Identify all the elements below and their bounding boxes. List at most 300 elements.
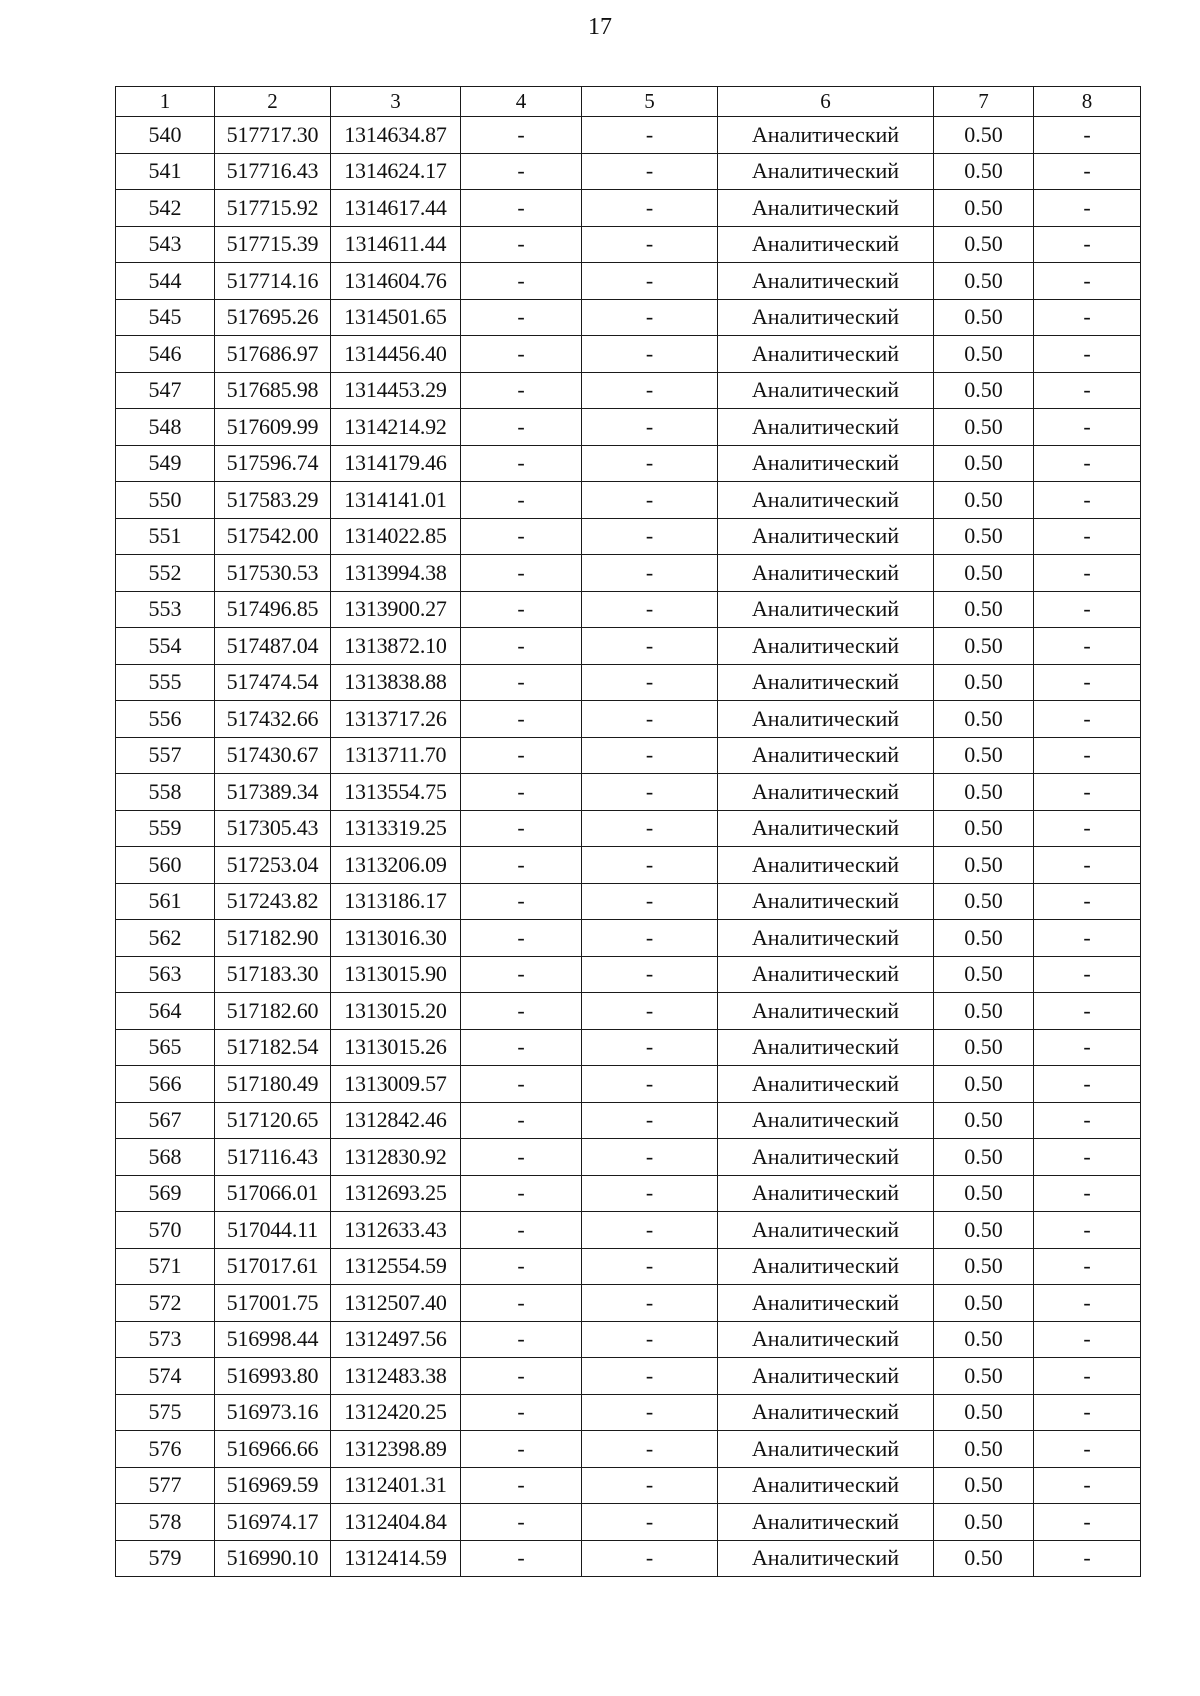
- cell-point-number: 573: [116, 1321, 215, 1358]
- cell-col-5: -: [582, 518, 718, 555]
- cell-coord-y: 1312633.43: [331, 1212, 461, 1249]
- table-row: [116, 226, 1141, 263]
- cell-coord-y: 1313872.10: [331, 628, 461, 665]
- cell-col-5: -: [582, 409, 718, 446]
- cell-col-5: -: [582, 701, 718, 738]
- cell-col-5: -: [582, 482, 718, 519]
- cell-coord-x: 517182.60: [215, 993, 331, 1030]
- cell-coord-y: 1313717.26: [331, 701, 461, 738]
- table-row: [116, 664, 1141, 701]
- table-body: [116, 117, 1141, 1577]
- cell-accuracy: 0.50: [934, 1467, 1034, 1504]
- cell-point-number: 547: [116, 372, 215, 409]
- cell-point-number: 540: [116, 117, 215, 154]
- cell-col-4: -: [461, 1358, 582, 1395]
- cell-col-8: -: [1034, 190, 1141, 227]
- cell-col-4: -: [461, 1029, 582, 1066]
- page-number: 17: [588, 14, 612, 40]
- cell-accuracy: 0.50: [934, 1029, 1034, 1066]
- cell-col-4: -: [461, 299, 582, 336]
- table-row: [116, 993, 1141, 1030]
- cell-accuracy: 0.50: [934, 1066, 1034, 1103]
- cell-coord-x: 517596.74: [215, 445, 331, 482]
- cell-coord-y: 1313838.88: [331, 664, 461, 701]
- column-header-4: 4: [461, 87, 582, 117]
- cell-col-8: -: [1034, 555, 1141, 592]
- cell-col-5: -: [582, 445, 718, 482]
- cell-coord-y: 1314604.76: [331, 263, 461, 300]
- cell-col-8: -: [1034, 117, 1141, 154]
- cell-method: Аналитический: [718, 1285, 934, 1322]
- cell-coord-y: 1314456.40: [331, 336, 461, 373]
- cell-col-4: -: [461, 1540, 582, 1577]
- cell-point-number: 567: [116, 1102, 215, 1139]
- cell-method: Аналитический: [718, 555, 934, 592]
- cell-coord-y: 1314624.17: [331, 153, 461, 190]
- cell-col-4: -: [461, 445, 582, 482]
- cell-col-8: -: [1034, 774, 1141, 811]
- cell-coord-x: 517120.65: [215, 1102, 331, 1139]
- cell-point-number: 561: [116, 883, 215, 920]
- cell-point-number: 545: [116, 299, 215, 336]
- table-row: [116, 190, 1141, 227]
- cell-accuracy: 0.50: [934, 591, 1034, 628]
- cell-col-5: -: [582, 117, 718, 154]
- cell-accuracy: 0.50: [934, 1139, 1034, 1176]
- cell-point-number: 546: [116, 336, 215, 373]
- cell-col-8: -: [1034, 1285, 1141, 1322]
- cell-col-4: -: [461, 409, 582, 446]
- table-row: [116, 1029, 1141, 1066]
- cell-point-number: 563: [116, 956, 215, 993]
- cell-accuracy: 0.50: [934, 1540, 1034, 1577]
- cell-point-number: 577: [116, 1467, 215, 1504]
- cell-col-5: -: [582, 372, 718, 409]
- cell-point-number: 553: [116, 591, 215, 628]
- table-row: [116, 1358, 1141, 1395]
- cell-accuracy: 0.50: [934, 847, 1034, 884]
- cell-coord-x: 517496.85: [215, 591, 331, 628]
- cell-coord-y: 1313009.57: [331, 1066, 461, 1103]
- cell-col-8: -: [1034, 1431, 1141, 1468]
- cell-col-4: -: [461, 153, 582, 190]
- table-row: [116, 1102, 1141, 1139]
- cell-coord-x: 517715.39: [215, 226, 331, 263]
- cell-method: Аналитический: [718, 1029, 934, 1066]
- cell-accuracy: 0.50: [934, 774, 1034, 811]
- cell-coord-x: 517686.97: [215, 336, 331, 373]
- cell-col-5: -: [582, 1139, 718, 1176]
- cell-point-number: 566: [116, 1066, 215, 1103]
- cell-col-5: -: [582, 226, 718, 263]
- cell-col-5: -: [582, 1175, 718, 1212]
- cell-col-8: -: [1034, 1467, 1141, 1504]
- cell-col-5: -: [582, 737, 718, 774]
- cell-col-4: -: [461, 883, 582, 920]
- cell-method: Аналитический: [718, 190, 934, 227]
- cell-coord-x: 517695.26: [215, 299, 331, 336]
- table-row: [116, 701, 1141, 738]
- cell-accuracy: 0.50: [934, 664, 1034, 701]
- cell-col-5: -: [582, 299, 718, 336]
- cell-col-8: -: [1034, 1248, 1141, 1285]
- cell-method: Аналитический: [718, 409, 934, 446]
- cell-coord-x: 517717.30: [215, 117, 331, 154]
- cell-coord-x: 517474.54: [215, 664, 331, 701]
- cell-coord-y: 1312693.25: [331, 1175, 461, 1212]
- cell-coord-x: 517044.11: [215, 1212, 331, 1249]
- cell-coord-x: 517530.53: [215, 555, 331, 592]
- cell-col-8: -: [1034, 226, 1141, 263]
- cell-accuracy: 0.50: [934, 883, 1034, 920]
- cell-point-number: 549: [116, 445, 215, 482]
- column-header-7: 7: [934, 87, 1034, 117]
- table-row: [116, 409, 1141, 446]
- table-row: [116, 737, 1141, 774]
- cell-col-8: -: [1034, 1175, 1141, 1212]
- cell-point-number: 574: [116, 1358, 215, 1395]
- table-row: [116, 1066, 1141, 1103]
- table-row: [116, 299, 1141, 336]
- cell-point-number: 575: [116, 1394, 215, 1431]
- cell-accuracy: 0.50: [934, 737, 1034, 774]
- cell-col-5: -: [582, 1102, 718, 1139]
- cell-col-8: -: [1034, 1358, 1141, 1395]
- cell-col-8: -: [1034, 336, 1141, 373]
- cell-coord-y: 1314179.46: [331, 445, 461, 482]
- cell-col-5: -: [582, 1285, 718, 1322]
- table-row: [116, 336, 1141, 373]
- cell-method: Аналитический: [718, 1467, 934, 1504]
- table-row: [116, 628, 1141, 665]
- cell-col-5: -: [582, 920, 718, 957]
- cell-method: Аналитический: [718, 956, 934, 993]
- cell-method: Аналитический: [718, 1175, 934, 1212]
- cell-coord-y: 1314141.01: [331, 482, 461, 519]
- cell-col-5: -: [582, 664, 718, 701]
- cell-method: Аналитический: [718, 299, 934, 336]
- cell-point-number: 579: [116, 1540, 215, 1577]
- cell-point-number: 578: [116, 1504, 215, 1541]
- cell-accuracy: 0.50: [934, 482, 1034, 519]
- cell-coord-x: 517116.43: [215, 1139, 331, 1176]
- cell-accuracy: 0.50: [934, 1285, 1034, 1322]
- cell-method: Аналитический: [718, 1066, 934, 1103]
- cell-col-4: -: [461, 1175, 582, 1212]
- cell-accuracy: 0.50: [934, 1358, 1034, 1395]
- cell-col-4: -: [461, 1285, 582, 1322]
- table-row: [116, 810, 1141, 847]
- cell-method: Аналитический: [718, 1248, 934, 1285]
- cell-accuracy: 0.50: [934, 1175, 1034, 1212]
- cell-method: Аналитический: [718, 1139, 934, 1176]
- cell-coord-y: 1314453.29: [331, 372, 461, 409]
- cell-col-4: -: [461, 518, 582, 555]
- cell-col-5: -: [582, 591, 718, 628]
- cell-method: Аналитический: [718, 263, 934, 300]
- cell-col-4: -: [461, 482, 582, 519]
- cell-coord-x: 517715.92: [215, 190, 331, 227]
- cell-accuracy: 0.50: [934, 299, 1034, 336]
- cell-point-number: 544: [116, 263, 215, 300]
- cell-col-4: -: [461, 1321, 582, 1358]
- cell-col-5: -: [582, 628, 718, 665]
- cell-col-4: -: [461, 1248, 582, 1285]
- cell-point-number: 576: [116, 1431, 215, 1468]
- cell-col-4: -: [461, 628, 582, 665]
- cell-method: Аналитический: [718, 1504, 934, 1541]
- cell-col-8: -: [1034, 372, 1141, 409]
- cell-coord-y: 1314501.65: [331, 299, 461, 336]
- cell-point-number: 569: [116, 1175, 215, 1212]
- table-row: [116, 1175, 1141, 1212]
- table-row: [116, 1212, 1141, 1249]
- cell-col-5: -: [582, 810, 718, 847]
- cell-point-number: 570: [116, 1212, 215, 1249]
- cell-col-4: -: [461, 701, 582, 738]
- cell-accuracy: 0.50: [934, 1212, 1034, 1249]
- cell-coord-x: 516990.10: [215, 1540, 331, 1577]
- cell-method: Аналитический: [718, 628, 934, 665]
- table-row: [116, 1248, 1141, 1285]
- table-row: [116, 117, 1141, 154]
- cell-col-4: -: [461, 1212, 582, 1249]
- cell-coord-y: 1313994.38: [331, 555, 461, 592]
- cell-col-5: -: [582, 847, 718, 884]
- table-row: [116, 1285, 1141, 1322]
- cell-method: Аналитический: [718, 774, 934, 811]
- cell-point-number: 562: [116, 920, 215, 957]
- cell-col-8: -: [1034, 1321, 1141, 1358]
- table-row: [116, 1394, 1141, 1431]
- cell-method: Аналитический: [718, 1431, 934, 1468]
- cell-method: Аналитический: [718, 701, 934, 738]
- cell-point-number: 543: [116, 226, 215, 263]
- cell-coord-y: 1312830.92: [331, 1139, 461, 1176]
- cell-col-4: -: [461, 993, 582, 1030]
- table-row: [116, 263, 1141, 300]
- cell-col-8: -: [1034, 628, 1141, 665]
- cell-col-8: -: [1034, 664, 1141, 701]
- cell-col-5: -: [582, 1066, 718, 1103]
- cell-col-4: -: [461, 117, 582, 154]
- table-row: [116, 372, 1141, 409]
- cell-col-5: -: [582, 1248, 718, 1285]
- cell-col-5: -: [582, 190, 718, 227]
- cell-col-4: -: [461, 1066, 582, 1103]
- column-header-3: 3: [331, 87, 461, 117]
- cell-coord-y: 1312401.31: [331, 1467, 461, 1504]
- cell-col-5: -: [582, 153, 718, 190]
- cell-method: Аналитический: [718, 664, 934, 701]
- table-row: [116, 774, 1141, 811]
- cell-coord-x: 516993.80: [215, 1358, 331, 1395]
- cell-method: Аналитический: [718, 153, 934, 190]
- cell-point-number: 555: [116, 664, 215, 701]
- cell-coord-y: 1312554.59: [331, 1248, 461, 1285]
- cell-coord-x: 517017.61: [215, 1248, 331, 1285]
- cell-accuracy: 0.50: [934, 810, 1034, 847]
- cell-col-4: -: [461, 956, 582, 993]
- cell-coord-x: 517542.00: [215, 518, 331, 555]
- table-header: [116, 87, 1141, 117]
- cell-col-5: -: [582, 774, 718, 811]
- cell-coord-y: 1313554.75: [331, 774, 461, 811]
- cell-accuracy: 0.50: [934, 336, 1034, 373]
- cell-coord-y: 1312420.25: [331, 1394, 461, 1431]
- cell-col-4: -: [461, 1504, 582, 1541]
- cell-col-4: -: [461, 372, 582, 409]
- cell-col-8: -: [1034, 1540, 1141, 1577]
- cell-coord-x: 517180.49: [215, 1066, 331, 1103]
- cell-col-5: -: [582, 1394, 718, 1431]
- cell-point-number: 557: [116, 737, 215, 774]
- cell-coord-x: 517243.82: [215, 883, 331, 920]
- cell-coord-y: 1314611.44: [331, 226, 461, 263]
- cell-col-5: -: [582, 1540, 718, 1577]
- cell-coord-x: 517253.04: [215, 847, 331, 884]
- cell-col-4: -: [461, 1102, 582, 1139]
- cell-point-number: 548: [116, 409, 215, 446]
- cell-method: Аналитический: [718, 117, 934, 154]
- cell-col-8: -: [1034, 1139, 1141, 1176]
- cell-col-4: -: [461, 737, 582, 774]
- cell-col-8: -: [1034, 445, 1141, 482]
- cell-col-8: -: [1034, 1212, 1141, 1249]
- table-row: [116, 555, 1141, 592]
- table-row: [116, 883, 1141, 920]
- cell-col-8: -: [1034, 409, 1141, 446]
- header-row: [116, 87, 1141, 117]
- cell-col-8: -: [1034, 1102, 1141, 1139]
- cell-point-number: 564: [116, 993, 215, 1030]
- cell-point-number: 560: [116, 847, 215, 884]
- cell-col-8: -: [1034, 810, 1141, 847]
- cell-coord-x: 517305.43: [215, 810, 331, 847]
- cell-coord-x: 516969.59: [215, 1467, 331, 1504]
- column-header-2: 2: [215, 87, 331, 117]
- cell-point-number: 556: [116, 701, 215, 738]
- cell-col-8: -: [1034, 956, 1141, 993]
- cell-col-8: -: [1034, 1066, 1141, 1103]
- cell-coord-y: 1313319.25: [331, 810, 461, 847]
- cell-coord-y: 1313015.90: [331, 956, 461, 993]
- cell-col-4: -: [461, 1394, 582, 1431]
- cell-coord-x: 517685.98: [215, 372, 331, 409]
- cell-accuracy: 0.50: [934, 1248, 1034, 1285]
- table-row: [116, 153, 1141, 190]
- cell-coord-y: 1313900.27: [331, 591, 461, 628]
- cell-col-5: -: [582, 1504, 718, 1541]
- cell-accuracy: 0.50: [934, 153, 1034, 190]
- cell-coord-x: 517432.66: [215, 701, 331, 738]
- cell-accuracy: 0.50: [934, 117, 1034, 154]
- table-row: [116, 847, 1141, 884]
- cell-accuracy: 0.50: [934, 445, 1034, 482]
- cell-col-8: -: [1034, 993, 1141, 1030]
- cell-point-number: 568: [116, 1139, 215, 1176]
- cell-col-5: -: [582, 1431, 718, 1468]
- table-row: [116, 920, 1141, 957]
- cell-coord-y: 1313206.09: [331, 847, 461, 884]
- column-header-6: 6: [718, 87, 934, 117]
- cell-method: Аналитический: [718, 810, 934, 847]
- cell-method: Аналитический: [718, 591, 934, 628]
- table-row: [116, 591, 1141, 628]
- cell-accuracy: 0.50: [934, 518, 1034, 555]
- cell-coord-y: 1312414.59: [331, 1540, 461, 1577]
- cell-col-5: -: [582, 1212, 718, 1249]
- coordinates-table: [115, 86, 1141, 1577]
- table-row: [116, 518, 1141, 555]
- cell-col-8: -: [1034, 883, 1141, 920]
- cell-coord-x: 517182.54: [215, 1029, 331, 1066]
- cell-coord-x: 517183.30: [215, 956, 331, 993]
- cell-method: Аналитический: [718, 445, 934, 482]
- cell-col-5: -: [582, 555, 718, 592]
- cell-col-5: -: [582, 883, 718, 920]
- cell-coord-x: 517389.34: [215, 774, 331, 811]
- cell-point-number: 558: [116, 774, 215, 811]
- cell-method: Аналитический: [718, 518, 934, 555]
- column-header-1: 1: [116, 87, 215, 117]
- cell-col-8: -: [1034, 591, 1141, 628]
- cell-col-4: -: [461, 190, 582, 227]
- cell-method: Аналитический: [718, 737, 934, 774]
- cell-col-8: -: [1034, 1029, 1141, 1066]
- cell-method: Аналитический: [718, 1358, 934, 1395]
- cell-point-number: 552: [116, 555, 215, 592]
- cell-coord-y: 1312497.56: [331, 1321, 461, 1358]
- cell-method: Аналитический: [718, 1540, 934, 1577]
- cell-method: Аналитический: [718, 1321, 934, 1358]
- cell-col-4: -: [461, 920, 582, 957]
- cell-coord-x: 517716.43: [215, 153, 331, 190]
- cell-coord-y: 1314634.87: [331, 117, 461, 154]
- cell-method: Аналитический: [718, 1212, 934, 1249]
- cell-coord-y: 1313186.17: [331, 883, 461, 920]
- cell-method: Аналитический: [718, 372, 934, 409]
- cell-col-5: -: [582, 1467, 718, 1504]
- cell-col-8: -: [1034, 847, 1141, 884]
- cell-method: Аналитический: [718, 1102, 934, 1139]
- cell-point-number: 554: [116, 628, 215, 665]
- cell-col-4: -: [461, 226, 582, 263]
- cell-method: Аналитический: [718, 993, 934, 1030]
- cell-col-8: -: [1034, 737, 1141, 774]
- cell-coord-x: 516973.16: [215, 1394, 331, 1431]
- cell-method: Аналитический: [718, 883, 934, 920]
- cell-coord-x: 517609.99: [215, 409, 331, 446]
- cell-point-number: 572: [116, 1285, 215, 1322]
- cell-coord-y: 1313015.26: [331, 1029, 461, 1066]
- cell-col-4: -: [461, 336, 582, 373]
- cell-col-5: -: [582, 1321, 718, 1358]
- cell-accuracy: 0.50: [934, 956, 1034, 993]
- cell-method: Аналитический: [718, 1394, 934, 1431]
- cell-col-4: -: [461, 1467, 582, 1504]
- cell-accuracy: 0.50: [934, 263, 1034, 300]
- table-row: [116, 956, 1141, 993]
- cell-coord-y: 1312507.40: [331, 1285, 461, 1322]
- cell-method: Аналитический: [718, 920, 934, 957]
- cell-coord-y: 1312483.38: [331, 1358, 461, 1395]
- cell-coord-x: 517583.29: [215, 482, 331, 519]
- cell-accuracy: 0.50: [934, 190, 1034, 227]
- cell-col-4: -: [461, 847, 582, 884]
- cell-accuracy: 0.50: [934, 1102, 1034, 1139]
- cell-col-4: -: [461, 1431, 582, 1468]
